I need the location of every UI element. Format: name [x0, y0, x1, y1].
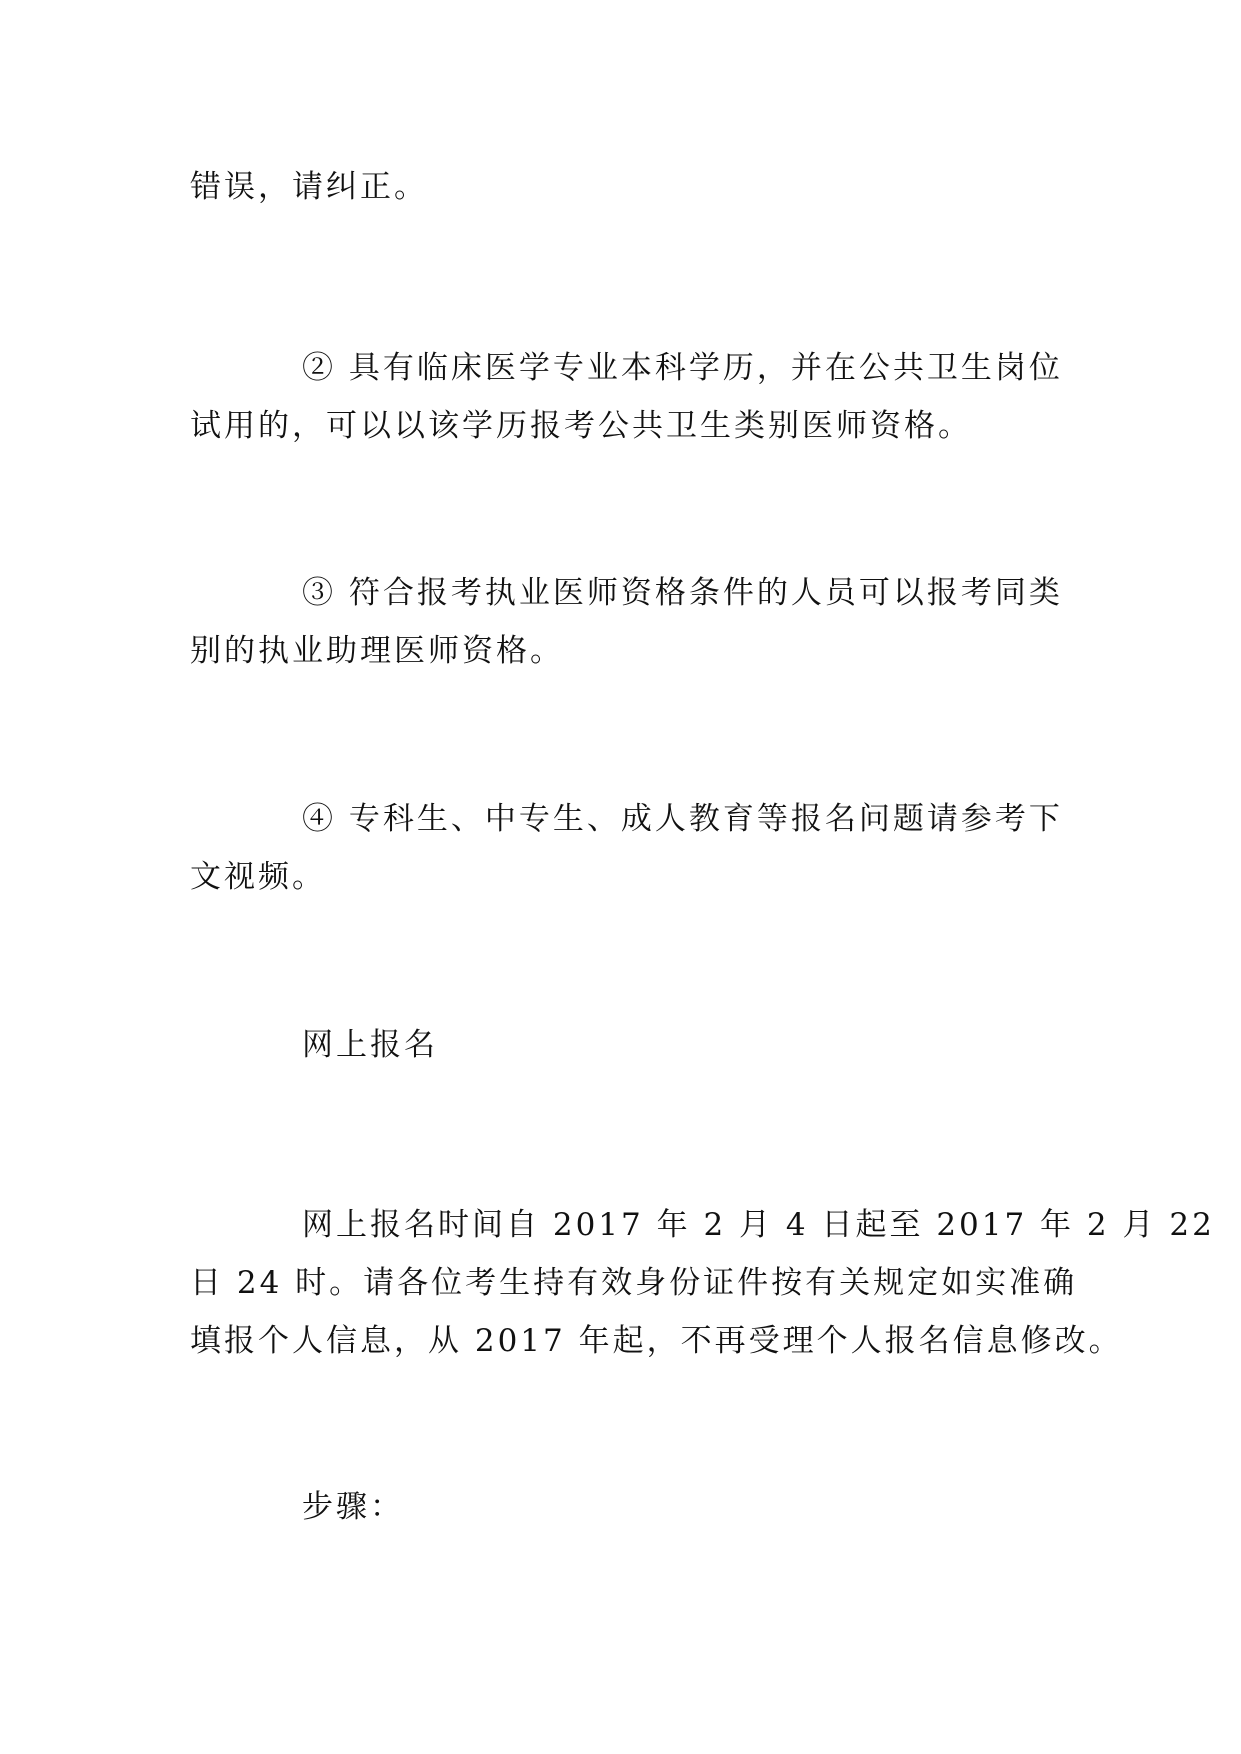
paragraph-item-4 — [190, 790, 1063, 906]
paragraph-registration-time — [190, 1196, 1215, 1370]
paragraph-line: 日 24 时。请各位考生持有效身份证件按有关规定如实准确 — [190, 1265, 1078, 1301]
section-heading-online-registration: 网上报名 — [302, 1027, 438, 1063]
paragraph-line: ② 具有临床医学专业本科学历，并在公共卫生岗位 — [302, 350, 1063, 386]
paragraph-item-2 — [190, 339, 1063, 455]
paragraph-line: ④ 专科生、中专生、成人教育等报名问题请参考下 — [302, 801, 1063, 837]
section-heading-steps: 步骤： — [302, 1489, 404, 1525]
paragraph-line: 文视频。 — [190, 859, 326, 895]
paragraph-continuation — [190, 158, 1060, 216]
paragraph-item-3 — [190, 564, 1063, 680]
paragraph-line: 错误，请纠正。 — [190, 169, 428, 205]
paragraph-line: 试用的，可以以该学历报考公共卫生类别医师资格。 — [190, 408, 972, 444]
paragraph-line: ③ 符合报考执业医师资格条件的人员可以报考同类 — [302, 575, 1063, 611]
paragraph-line: 填报个人信息，从 2017 年起，不再受理个人报名信息修改。 — [190, 1323, 1123, 1359]
paragraph-line: 别的执业助理医师资格。 — [190, 633, 564, 669]
paragraph-line: 网上报名时间自 2017 年 2 月 4 日起至 2017 年 2 月 22 — [302, 1207, 1215, 1243]
